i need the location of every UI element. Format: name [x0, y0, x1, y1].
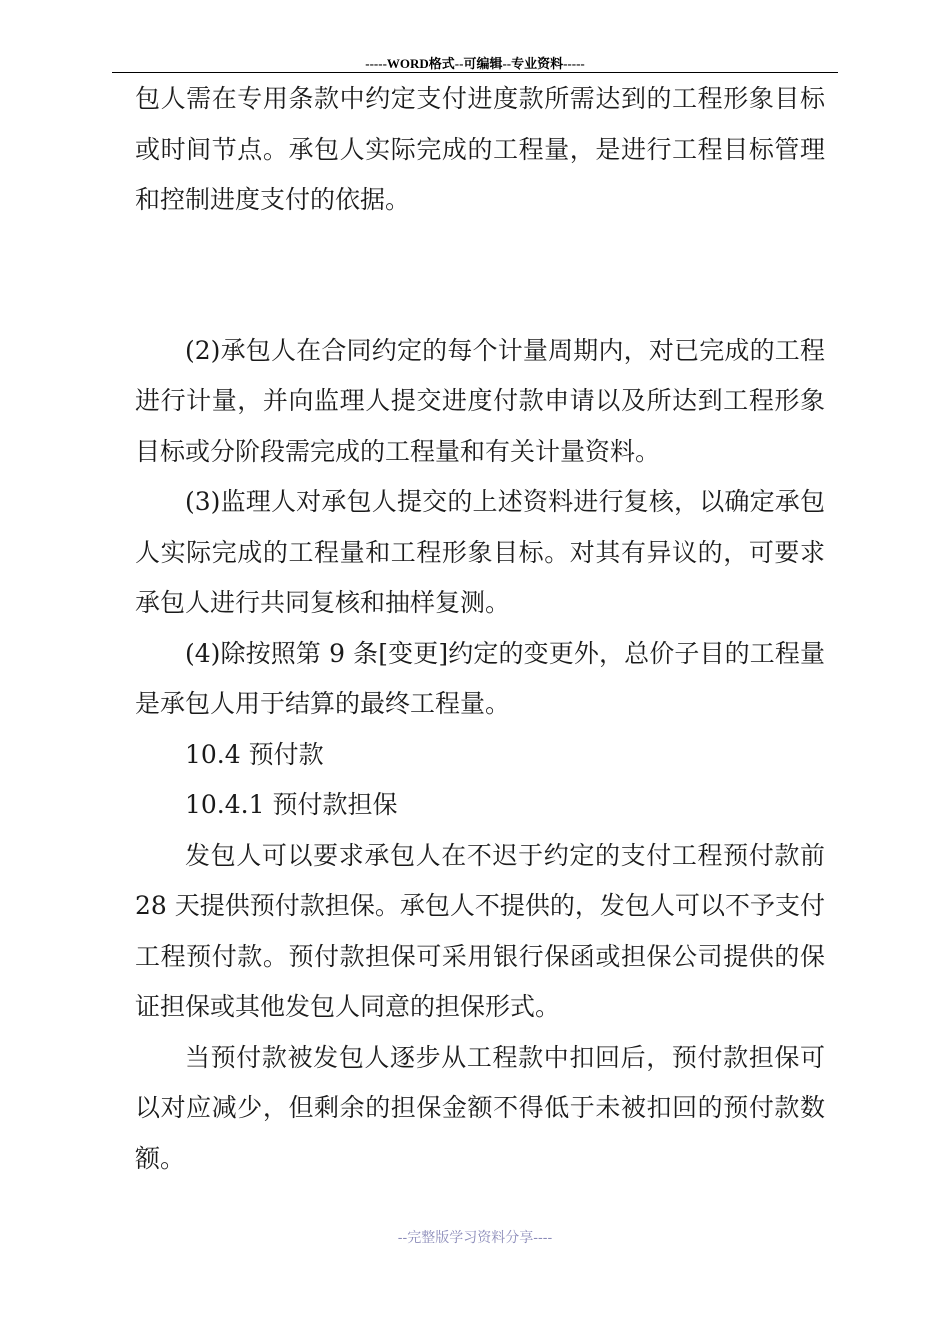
paragraph-continuation: 包人需在专用条款中约定支付进度款所需达到的工程形象目标或时间节点。承包人实际完成的工程量，是进行工程目标管理和控制进度支付的依据。	[135, 84, 825, 214]
page-footer: --完整版学习资料分享----	[397, 1230, 553, 1246]
paragraph-advance-guarantee: 发包人可以要求承包人在不迟于约定的支付工程预付款前 28 天提供预付款担保。承包人不提供的，发包人可以不予支付工程预付款。预付款担保可采用银行保函或担保公司提供的保证担保或其他发包人同意的担保形式。	[135, 840, 825, 1021]
section-heading-10-4-1: 10.4.1 预付款担保	[185, 790, 398, 819]
page-header: -----WORD格式--可编辑--专业资料-----	[365, 56, 585, 71]
section-heading-10-4: 10.4 预付款	[185, 739, 324, 769]
paragraph-guarantee-reduction: 当预付款被发包人逐步从工程款中扣回后，预付款担保可以对应减少，但剩余的担保金额不得低于未被扣回的预付款数额。	[135, 1042, 825, 1173]
header-divider	[112, 72, 838, 73]
paragraph-item-4: (4)除按照第 9 条[变更]约定的变更外，总价子目的工程量是承包人用于结算的最终工程量。	[135, 638, 825, 718]
paragraph-item-2: (2)承包人在合同约定的每个计量周期内，对已完成的工程进行计量，并向监理人提交进度付款申请以及所达到工程形象目标或分阶段需完成的工程量和有关计量资料。	[135, 335, 825, 466]
document-body	[135, 74, 825, 1184]
paragraph-item-3: (3)监理人对承包人提交的上述资料进行复核，以确定承包人实际完成的工程量和工程形象目标。对其有异议的，可要求承包人进行共同复核和抽样复测。	[135, 487, 825, 617]
